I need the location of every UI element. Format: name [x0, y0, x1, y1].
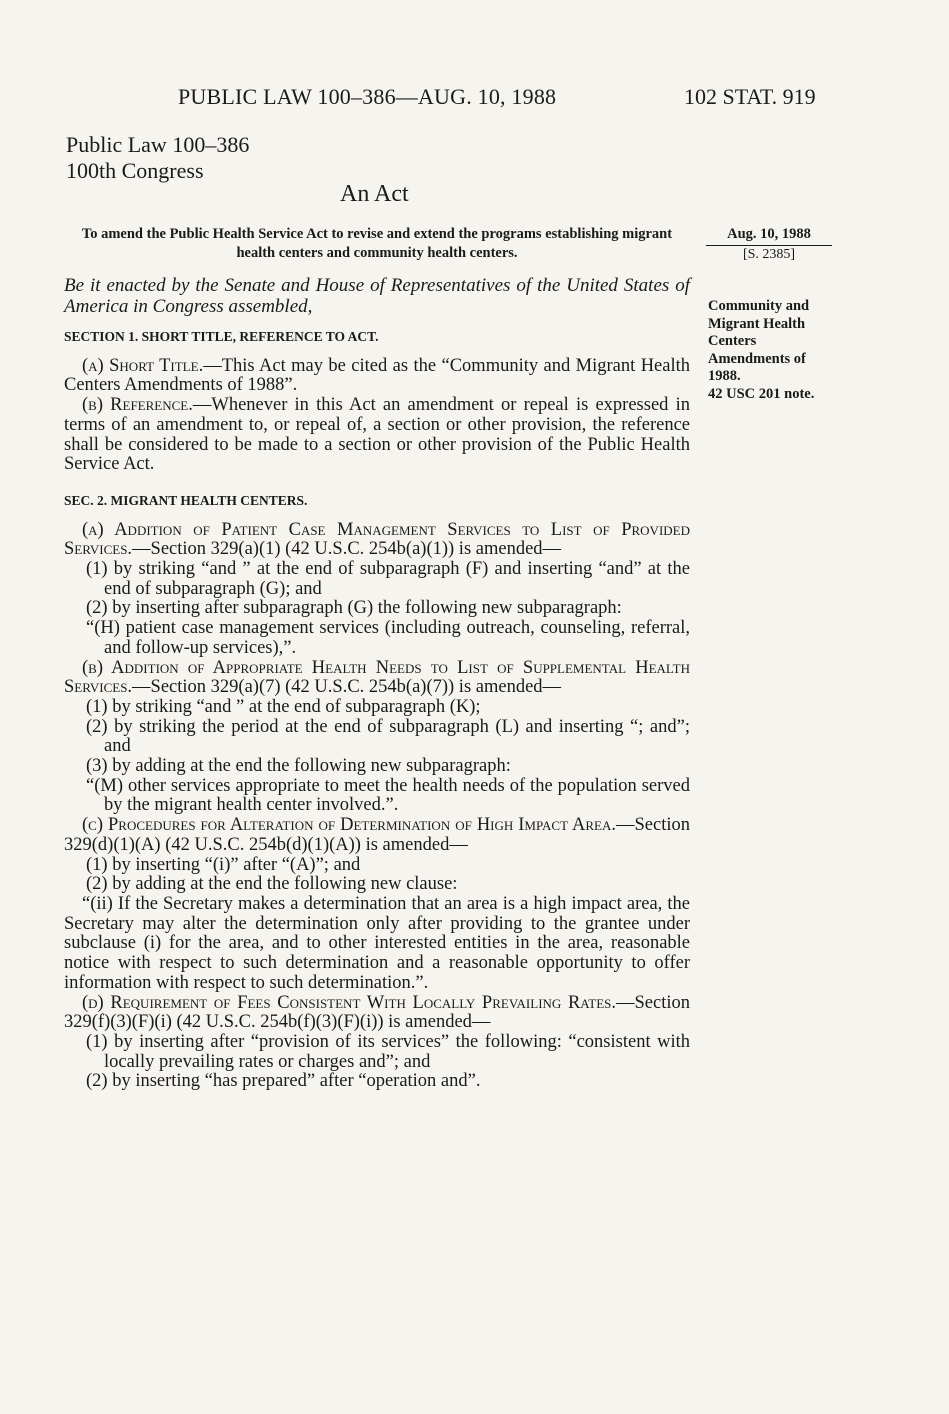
section-2-b-text: —Section 329(a)(7) (42 U.S.C. 254b(a)(7)) is amended— [132, 677, 562, 698]
section-2-a-2: (2) by inserting after subparagraph (G) the following new subparagraph: [86, 598, 622, 619]
running-header-title: PUBLIC LAW 100–386—AUG. 10, 1988 [178, 84, 557, 109]
purpose-statement: To amend the Public Health Service Act to revise and extend the programs establishing migrant health centers and community health centers. [81, 226, 673, 261]
margin-short-title-note: Community and Migrant Health Centers Amendments of 1988. [708, 298, 810, 384]
law-title-block [66, 132, 249, 184]
section-2-a [64, 521, 690, 560]
section-2-d-2: (2) by inserting “has prepared” after “operation and”. [86, 1071, 481, 1092]
section-2-d-text: —Section 329(f)(3)(F)(i) (42 U.S.C. 254b(f)(3)(F)(i)) is amended— [64, 992, 690, 1033]
section-2-a-quote: “(H) patient case management services (including outreach, counseling, referral, and follow-up services),”. [86, 618, 690, 658]
section-2-b-3: (3) by adding at the end the following new subparagraph: [86, 756, 511, 777]
law-body [64, 275, 690, 1092]
section-2-b-1: (1) by striking “and ” at the end of subparagraph (K); [86, 696, 481, 717]
section-1-a-text: —This Act may be cited as the “Community and Migrant Health Centers Amendments of 1988”. [64, 355, 690, 396]
section-2-d-label: (d) Requirement of Fees Consistent With Locally Prevailing Rates. [82, 992, 616, 1013]
section-2-c-1: (1) by inserting “(i)” after “(A)”; and [86, 854, 361, 875]
section-2-b [64, 659, 690, 698]
section-1-a [64, 357, 690, 396]
margin-usc-note: 42 USC 201 note. [708, 386, 815, 402]
section-2-c-label: (c) Procedures for Alteration of Determination of High Impact Area. [82, 815, 616, 836]
stat-page-number: 102 STAT. 919 [684, 84, 816, 109]
section-2-b-label: (b) Addition of Appropriate Health Needs to List of Supplemental Health Services. [64, 657, 690, 698]
section-2-d-1: (1) by inserting after “provision of its services” the following: “consistent with locally prevailing rates or charges and”; and [86, 1031, 690, 1072]
section-1-heading: SECTION 1. SHORT TITLE, REFERENCE TO ACT. [64, 329, 379, 344]
section-2-c [64, 816, 690, 855]
margin-bill-number: [S. 2385] [742, 247, 796, 262]
enacting-clause: Be it enacted by the Senate and House of Representatives of the United States of America in Congress assembled, [64, 275, 690, 317]
an-act-heading: An Act [340, 181, 409, 207]
section-1-b-label: (b) Reference. [82, 395, 193, 416]
section-1-a-label: (a) Short Title. [82, 355, 204, 376]
section-2-a-1: (1) by striking “and ” at the end of subparagraph (F) and inserting “and” at the end of subparagraph (G); and [86, 559, 690, 599]
section-2-a-text: —Section 329(a)(1) (42 U.S.C. 254b(a)(1)) is amended— [132, 539, 562, 560]
margin-date: Aug. 10, 1988 [706, 226, 832, 246]
section-2-c-quote: “(ii) If the Secretary makes a determination that an area is a high impact area, the Secretary may alter the determination only after providing to the grantee under subclause (i) for the area, and to other interested entities in the area, reasonable notice with respect to such determination and a reasonable opportunity to offer information with respect to such determination.”. [64, 893, 690, 993]
section-2-d [64, 994, 690, 1033]
section-1-b [64, 396, 690, 475]
law-number: Public Law 100–386 [66, 132, 250, 157]
section-2-a-label: (a) Addition of Patient Case Management Services to List of Provided Services. [64, 519, 690, 560]
section-1-b-text: —Whenever in this Act an amendment or repeal is expressed in terms of an amendment to, or repeal of, a section or other provision, the reference shall be considered to be made to a section or other provision of the Public Health Service Act. [64, 395, 690, 475]
congress-number: 100th Congress [66, 158, 204, 183]
section-2-heading: SEC. 2. MIGRANT HEALTH CENTERS. [64, 492, 308, 508]
section-2-c-text: —Section 329(d)(1)(A) (42 U.S.C. 254b(d)(1)(A)) is amended— [64, 815, 690, 855]
section-2-c-2: (2) by adding at the end the following new clause: [86, 874, 458, 895]
section-2-b-2: (2) by striking the period at the end of subparagraph (L) and inserting “; and”; and [86, 716, 690, 757]
section-2-b-quote: “(M) other services appropriate to meet the health needs of the population served by the migrant health center involved.”. [86, 775, 690, 816]
